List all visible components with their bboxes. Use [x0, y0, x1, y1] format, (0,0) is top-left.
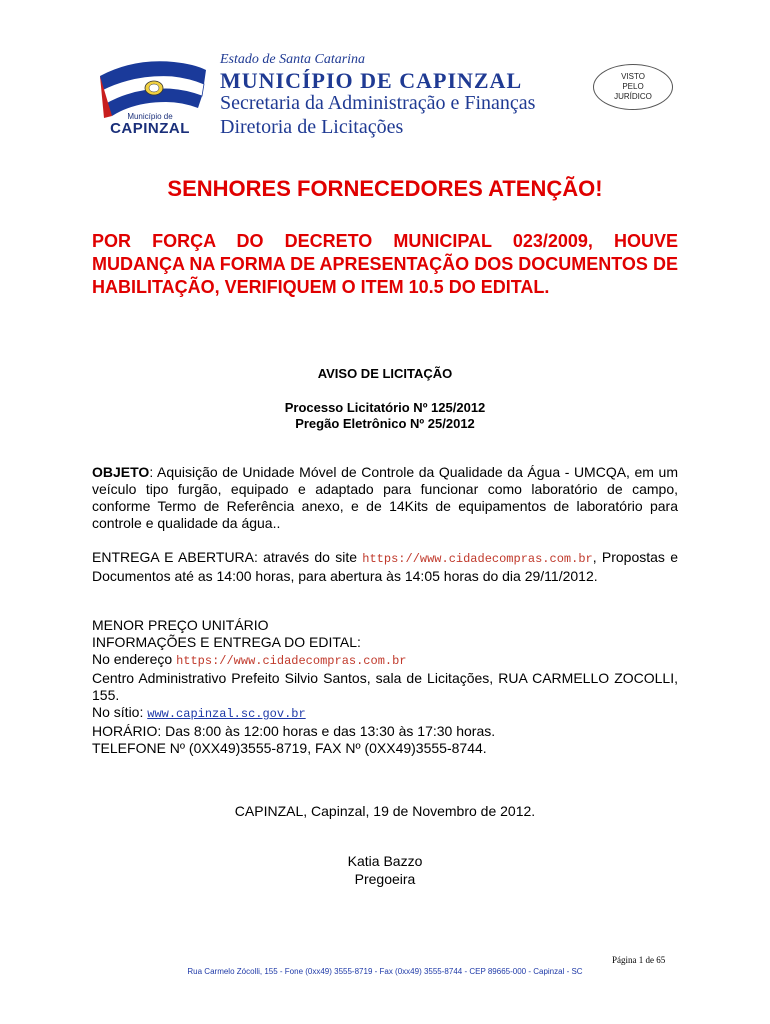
site-line — [92, 704, 678, 723]
stamp-line: VISTO — [621, 72, 645, 81]
place-date: CAPINZAL, Capinzal, 19 de Novembro de 2012. — [234, 803, 536, 819]
delivery-paragraph — [92, 549, 678, 585]
signer-name: Katia Bazzo — [347, 853, 423, 869]
state-name: Estado de Santa Catarina — [220, 52, 366, 67]
directorate-name: Diretoria de Licitações — [220, 116, 404, 138]
warning-title: SENHORES FORNECEDORES ATENÇÃO! — [167, 176, 603, 201]
stamp-line: PELO — [622, 82, 644, 91]
logo-subtitle: Município de — [127, 112, 173, 121]
info-block — [92, 617, 678, 757]
legal-review-stamp — [593, 64, 673, 110]
stamp-line: JURÍDICO — [614, 92, 652, 101]
delivery-link[interactable]: https://www.cidadecompras.com.br — [362, 552, 593, 566]
delivery-suffix: , Propostas e Documentos até as 14:00 horas, para abertura às 14:05 horas do dia 29/11/2012. — [92, 549, 678, 584]
site-link[interactable]: www.capinzal.sc.gov.br — [147, 707, 306, 721]
secretariat-name: Secretaria da Administração e Finanças — [220, 92, 536, 114]
process-number: Processo Licitatório Nº 125/2012 — [284, 400, 486, 415]
footer-address: Rua Carmelo Zócolli, 155 - Fone (0xx49) 3555-8719 - Fax (0xx49) 3555-8744 - CEP 89665-000 - Capinzal - SC — [187, 967, 583, 976]
page-number: Página 1 de 65 — [612, 955, 666, 965]
warning-text: POR FORÇA DO DECRETO MUNICIPAL 023/2009, HOUVE MUDANÇA NA FORMA DE APRESENTAÇÃO DOS DOCUMENTOS DE HABILITAÇÃO, VERIFIQUEM O ITEM 10.5 DO EDITAL. — [92, 231, 678, 297]
address-label: No endereço — [92, 651, 177, 667]
center-address: Centro Administrativo Prefeito Silvio Santos, sala de Licitações, RUA CARMELLO ZOCOLLI, 155. — [92, 670, 678, 703]
notice-title: AVISO DE LICITAÇÃO — [317, 366, 453, 381]
phone-fax: TELEFONE Nº (0XX49)3555-8719, FAX Nº (0XX49)3555-8744. — [92, 740, 487, 756]
object-text: : Aquisição de Unidade Móvel de Controle da Qualidade da Água - UMCQA, em um veículo tipo furgão, equipado e adaptado para funcionar como laboratório de campo, conforme Termo de Referência anexo, e de 14Kits de equipamentos de laboratório para controle e qualidade da água.. — [92, 464, 678, 531]
price-criterion: MENOR PREÇO UNITÁRIO — [92, 617, 269, 633]
object-paragraph — [92, 464, 678, 532]
object-label: OBJETO — [92, 464, 150, 480]
city-name: MUNICÍPIO DE CAPINZAL — [220, 68, 523, 93]
logo-name: CAPINZAL — [110, 120, 190, 137]
site-label: No sítio: — [92, 704, 148, 720]
address-line — [92, 651, 678, 670]
office-hours: HORÁRIO: Das 8:00 às 12:00 horas e das 13:30 às 17:30 horas. — [92, 723, 496, 739]
address-link[interactable]: https://www.cidadecompras.com.br — [176, 654, 407, 668]
auction-number: Pregão Eletrônico Nº 25/2012 — [295, 416, 475, 431]
delivery-prefix: ENTREGA E ABERTURA: através do site — [92, 549, 363, 565]
edital-heading: INFORMAÇÕES E ENTREGA DO EDITAL: — [92, 634, 361, 650]
signer-role: Pregoeira — [354, 871, 416, 887]
